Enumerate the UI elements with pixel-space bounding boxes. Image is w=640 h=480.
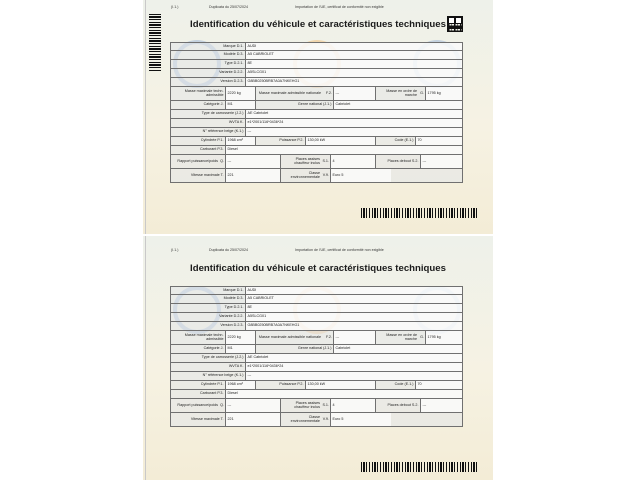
value-places-debout: --- bbox=[421, 155, 462, 168]
value-masse-max: 2220 kg bbox=[226, 331, 256, 344]
header-date: Duplicata du 25/07/2024 bbox=[209, 5, 248, 9]
horizontal-barcode bbox=[361, 208, 479, 218]
value-modele: A5 CABRIOLET bbox=[246, 51, 462, 59]
label-carburant: Carburant P.3. bbox=[171, 390, 226, 398]
label-code-moteur: Code (E.1.) bbox=[376, 137, 416, 145]
label-puissance: Puissance P.2. bbox=[256, 137, 306, 145]
label-masse-service: Masse en ordre de marche G. bbox=[376, 87, 426, 100]
label-carrosserie: Type de carrosserie (J.2.) bbox=[171, 354, 246, 362]
value-type: 8E bbox=[246, 60, 462, 68]
label-marque: Marque D.1. bbox=[171, 43, 246, 50]
value-code-moteur: 70 bbox=[416, 381, 462, 389]
label-vitesse: Vitesse maximale T. bbox=[171, 169, 226, 182]
value-ref-belge: --- bbox=[246, 128, 462, 136]
label-version: Version D.2.3. bbox=[171, 78, 246, 86]
value-wvta: e1*2001/116*0436*24 bbox=[246, 363, 462, 371]
row-masses bbox=[170, 331, 463, 345]
value-puissance: 130,00 kW bbox=[306, 137, 376, 145]
label-masse-max: Masse maximale techn. admissible bbox=[171, 87, 226, 100]
row-places bbox=[170, 155, 463, 169]
value-classe-env: Euro 5 bbox=[331, 413, 391, 426]
row-carburant bbox=[170, 390, 463, 399]
value-places-assises: 4 bbox=[331, 155, 376, 168]
value-vitesse: 221 bbox=[226, 413, 281, 426]
value-categorie: M1 bbox=[226, 345, 256, 353]
row-variante bbox=[170, 313, 463, 322]
value-vitesse: 221 bbox=[226, 169, 281, 182]
header-date: Duplicata du 25/07/2024 bbox=[209, 248, 248, 252]
value-variante: A5SLCG01 bbox=[246, 69, 462, 77]
value-carrosserie: AE Cabriolet bbox=[246, 354, 462, 362]
label-categorie: Catégorie J. bbox=[171, 101, 226, 109]
label-genre: Genre national (J.1.) bbox=[256, 101, 334, 109]
value-marque: AUDI bbox=[246, 43, 462, 50]
header-ref: (I.1.) bbox=[171, 5, 179, 9]
label-classe-env: Classe environnementale V.9. bbox=[281, 169, 331, 182]
row-version bbox=[170, 78, 463, 87]
code-masse-service: G. bbox=[420, 334, 424, 339]
certificate-page-bottom bbox=[143, 236, 493, 480]
value-rapport: --- bbox=[226, 399, 281, 412]
value-masse-service: 1795 kg bbox=[426, 87, 462, 100]
value-carrosserie: AE Cabriolet bbox=[246, 110, 462, 118]
row-carrosserie bbox=[170, 110, 463, 119]
row-categorie bbox=[170, 101, 463, 110]
label-places-debout: Places debout S.2. bbox=[376, 155, 421, 168]
row-carrosserie bbox=[170, 354, 463, 363]
value-classe-env: Euro 5 bbox=[331, 169, 391, 182]
label-masse-nat: Masse maximale admissible nationale F.2. bbox=[256, 331, 334, 344]
header-conformity: Importation de l'UE, certificat de conformité non exigible bbox=[295, 5, 384, 9]
vehicle-form bbox=[170, 42, 463, 183]
page-edge bbox=[145, 0, 146, 234]
row-masses bbox=[170, 87, 463, 101]
label-puissance: Puissance P.2. bbox=[256, 381, 306, 389]
row-moteur bbox=[170, 137, 463, 146]
value-ref-belge: --- bbox=[246, 372, 462, 380]
code-rapport: Q. bbox=[220, 402, 224, 407]
row-modele bbox=[170, 295, 463, 304]
label-variante: Variante D.2.2. bbox=[171, 69, 246, 77]
value-masse-nat: --- bbox=[334, 87, 376, 100]
row-vitesse bbox=[170, 413, 463, 427]
row-ref-belge bbox=[170, 372, 463, 381]
label-vitesse: Vitesse maximale T. bbox=[171, 413, 226, 426]
document-title: Identification du véhicule et caractéristiques techniques bbox=[190, 263, 446, 274]
code-classe-env: V.9. bbox=[322, 416, 329, 421]
row-type bbox=[170, 304, 463, 313]
label-cylindree: Cylindrée P.1. bbox=[171, 137, 226, 145]
code-masse-service: G. bbox=[420, 90, 424, 95]
row-vitesse bbox=[170, 169, 463, 183]
row-marque bbox=[170, 286, 463, 295]
value-carburant: Diesel bbox=[226, 146, 462, 154]
label-genre: Genre national (J.1.) bbox=[256, 345, 334, 353]
label-places-assises: Places assises chauffeur inclus S.1. bbox=[281, 155, 331, 168]
label-wvta: WVTA K. bbox=[171, 363, 246, 371]
value-cylindree: 1968 cm³ bbox=[226, 137, 256, 145]
value-genre: Cabriolet bbox=[334, 101, 462, 109]
code-places-assises: S.1. bbox=[322, 402, 329, 407]
label-rapport: Rapport puissance/poids Q. bbox=[171, 155, 226, 168]
value-masse-nat: --- bbox=[334, 331, 376, 344]
row-marque bbox=[170, 42, 463, 51]
row-places bbox=[170, 399, 463, 413]
value-version: G8BB0250BRB7A0A7NKEHG1 bbox=[246, 78, 462, 86]
value-code-moteur: 70 bbox=[416, 137, 462, 145]
header-conformity: Importation de l'UE, certificat de conformité non exigible bbox=[295, 248, 384, 252]
value-rapport: --- bbox=[226, 155, 281, 168]
label-wvta: WVTA K. bbox=[171, 119, 246, 127]
label-masse-nat: Masse maximale admissible nationale F.2. bbox=[256, 87, 334, 100]
vehicle-form bbox=[170, 286, 463, 427]
label-ref-belge: N° référence belge (K.1.) bbox=[171, 372, 246, 380]
row-categorie bbox=[170, 345, 463, 354]
label-places-debout: Places debout S.2. bbox=[376, 399, 421, 412]
label-masse-service: Masse en ordre de marche G. bbox=[376, 331, 426, 344]
row-modele bbox=[170, 51, 463, 60]
label-carburant: Carburant P.3. bbox=[171, 146, 226, 154]
value-type: 8E bbox=[246, 304, 462, 312]
label-variante: Variante D.2.2. bbox=[171, 313, 246, 321]
label-places-assises: Places assises chauffeur inclus S.1. bbox=[281, 399, 331, 412]
row-carburant bbox=[170, 146, 463, 155]
label-masse-max: Masse maximale techn. admissible bbox=[171, 331, 226, 344]
label-type: Type D.2.1. bbox=[171, 60, 246, 68]
value-wvta: e1*2001/116*0436*24 bbox=[246, 119, 462, 127]
horizontal-barcode bbox=[361, 462, 479, 472]
row-wvta bbox=[170, 119, 463, 128]
label-ref-belge: N° référence belge (K.1.) bbox=[171, 128, 246, 136]
row-moteur bbox=[170, 381, 463, 390]
document-title: Identification du véhicule et caractéristiques techniques bbox=[190, 19, 446, 30]
value-categorie: M1 bbox=[226, 101, 256, 109]
row-version bbox=[170, 322, 463, 331]
value-marque: AUDI bbox=[246, 287, 462, 294]
value-masse-service: 1795 kg bbox=[426, 331, 462, 344]
value-cylindree: 1968 cm³ bbox=[226, 381, 256, 389]
label-marque: Marque D.1. bbox=[171, 287, 246, 294]
value-puissance: 130,00 kW bbox=[306, 381, 376, 389]
label-cylindree: Cylindrée P.1. bbox=[171, 381, 226, 389]
value-variante: A5SLCG01 bbox=[246, 313, 462, 321]
value-version: G8BB0250BRB7A0A7NKEHG1 bbox=[246, 322, 462, 330]
label-modele: Modèle D.3. bbox=[171, 295, 246, 303]
certificate-page-top bbox=[143, 0, 493, 234]
label-type: Type D.2.1. bbox=[171, 304, 246, 312]
header-ref: (I.1.) bbox=[171, 248, 179, 252]
label-code-moteur: Code (E.1.) bbox=[376, 381, 416, 389]
label-modele: Modèle D.3. bbox=[171, 51, 246, 59]
row-type bbox=[170, 60, 463, 69]
label-version: Version D.2.3. bbox=[171, 322, 246, 330]
code-rapport: Q. bbox=[220, 158, 224, 163]
value-places-assises: 4 bbox=[331, 399, 376, 412]
row-variante bbox=[170, 69, 463, 78]
label-categorie: Catégorie J. bbox=[171, 345, 226, 353]
value-places-debout: --- bbox=[421, 399, 462, 412]
value-genre: Cabriolet bbox=[334, 345, 462, 353]
row-ref-belge bbox=[170, 128, 463, 137]
code-masse-nat: F.2. bbox=[326, 90, 332, 95]
label-classe-env: Classe environnementale V.9. bbox=[281, 413, 331, 426]
value-carburant: Diesel bbox=[226, 390, 462, 398]
value-masse-max: 2220 kg bbox=[226, 87, 256, 100]
label-carrosserie: Type de carrosserie (J.2.) bbox=[171, 110, 246, 118]
row-wvta bbox=[170, 363, 463, 372]
code-masse-nat: F.2. bbox=[326, 334, 332, 339]
label-rapport: Rapport puissance/poids Q. bbox=[171, 399, 226, 412]
code-places-assises: S.1. bbox=[322, 158, 329, 163]
code-classe-env: V.9. bbox=[322, 172, 329, 177]
value-modele: A5 CABRIOLET bbox=[246, 295, 462, 303]
